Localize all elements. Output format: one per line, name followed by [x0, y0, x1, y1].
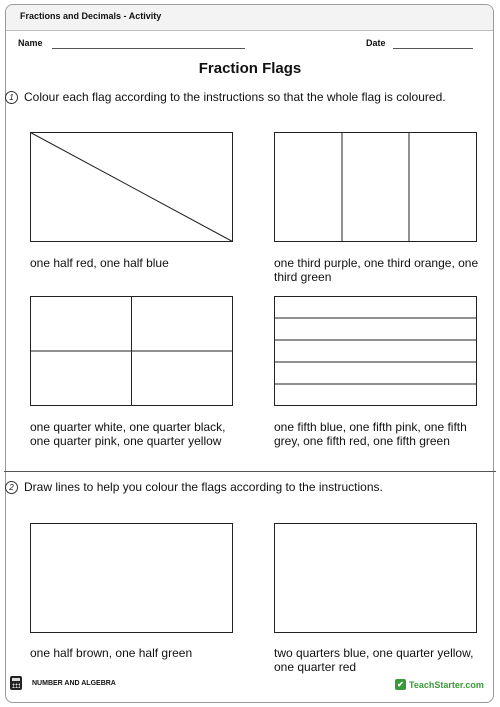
- flag-diagonal-halves[interactable]: [30, 132, 233, 242]
- strand-label: NUMBER AND ALGEBRA: [32, 679, 116, 687]
- flag-caption: one half brown, one half green: [30, 646, 193, 660]
- name-field[interactable]: [52, 48, 245, 49]
- page-title: Fraction Flags: [198, 60, 302, 77]
- flag-blank[interactable]: [274, 523, 477, 633]
- question-text: Colour each flag according to the instructions so that the whole flag is coloured.: [24, 90, 446, 104]
- check-icon: ✔: [395, 679, 406, 690]
- flag-horizontal-fifths[interactable]: [274, 296, 477, 406]
- question-2: [5, 480, 383, 494]
- name-label: Name: [18, 38, 43, 48]
- footer: [10, 676, 116, 690]
- flag-vertical-thirds[interactable]: [274, 132, 477, 242]
- date-field[interactable]: [393, 48, 473, 49]
- flag-quarters[interactable]: [30, 296, 233, 406]
- header-title: Fractions and Decimals - Activity: [20, 11, 162, 21]
- flag-caption: one third purple, one third orange, one third green: [274, 256, 479, 284]
- date-label: Date: [366, 38, 386, 48]
- section-divider: [4, 471, 496, 472]
- question-text: Draw lines to help you colour the flags according to the instructions.: [24, 480, 383, 494]
- flag-caption: one quarter white, one quarter black, one quarter pink, one quarter yellow: [30, 420, 226, 448]
- flag-caption: one fifth blue, one fifth pink, one fifth grey, one fifth red, one fifth green: [274, 420, 467, 448]
- question-number-badge: 1: [5, 91, 18, 104]
- flag-caption: two quarters blue, one quarter yellow, one quarter red: [274, 646, 474, 674]
- question-number-badge: 2: [5, 481, 18, 494]
- question-1: [5, 90, 446, 104]
- calculator-icon: [10, 676, 22, 690]
- brand-logo[interactable]: [395, 679, 484, 690]
- flag-caption: one half red, one half blue: [30, 256, 169, 270]
- header-band: [6, 5, 493, 31]
- flag-blank[interactable]: [30, 523, 233, 633]
- brand-name: TeachStarter.com: [409, 679, 484, 690]
